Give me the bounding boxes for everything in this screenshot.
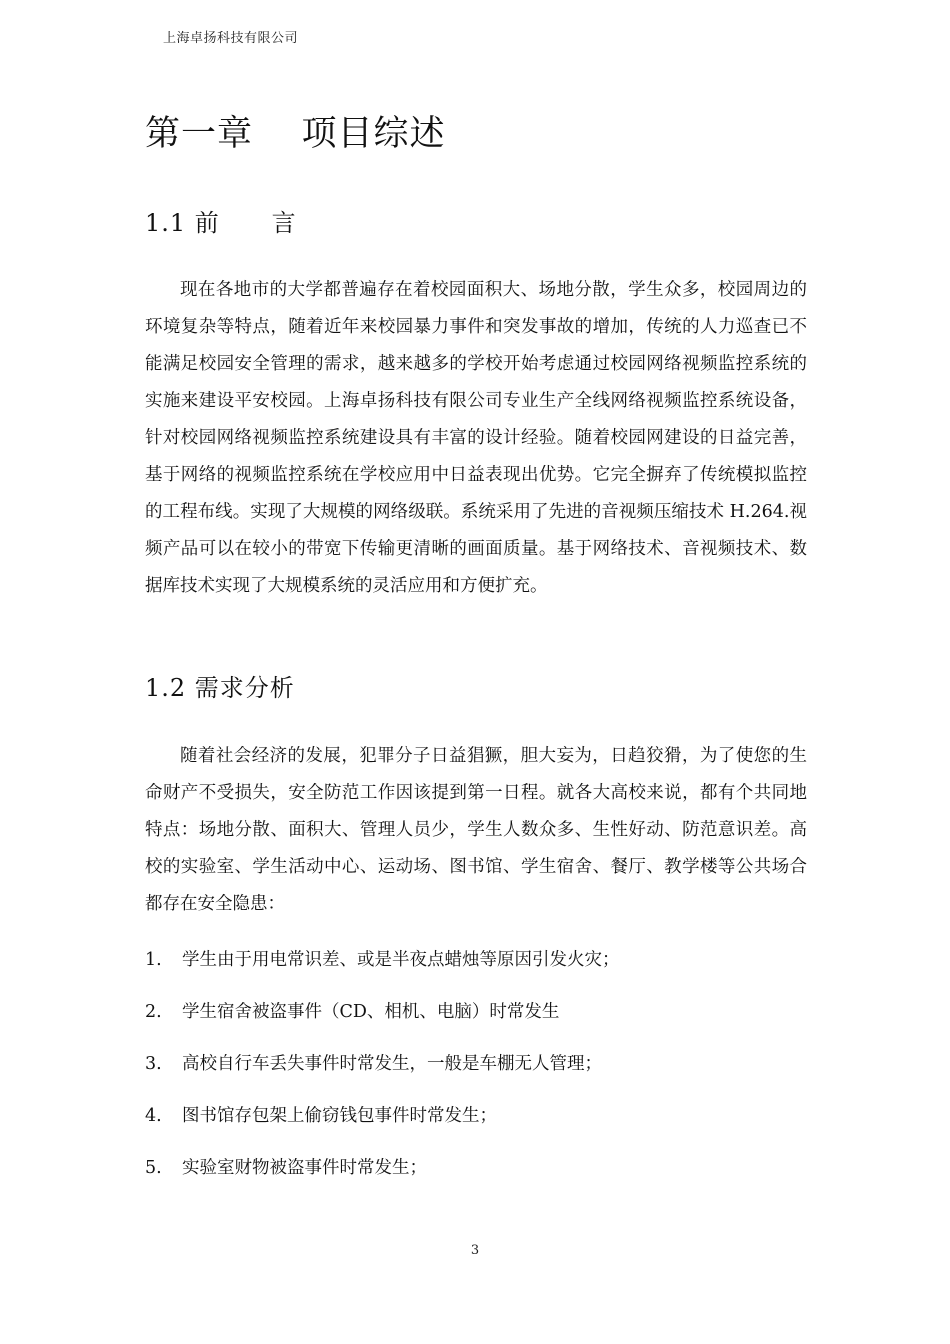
list-item-text: 高校自行车丢失事件时常发生，一般是车棚无人管理； bbox=[182, 1054, 602, 1074]
requirements-paragraph: 随着社会经济的发展，犯罪分子日益猖獗，胆大妄为，日趋狡猾，为了使您的生命财产不受损失，安全防范工作因该提到第一日程。就各大高校来说，都有个共同地特点：场地分散、面积大、管理人员少，学生人数众多、生性好动、防范意识差。高校的实验室、学生活动中心、运动场、图书馆、学生宿舍、餐厅、教学楼等公共场合都存在安全隐患： bbox=[145, 746, 807, 914]
page-number: 3 bbox=[470, 1243, 480, 1258]
section-heading-preface: 1.1 前 言 bbox=[145, 209, 297, 237]
list-item bbox=[145, 942, 807, 994]
list-item-number: 3. bbox=[145, 1054, 162, 1074]
hazard-list bbox=[145, 942, 807, 1202]
list-item-number: 1. bbox=[145, 950, 162, 970]
list-item bbox=[145, 1150, 807, 1202]
list-item bbox=[145, 1098, 807, 1150]
list-item bbox=[145, 994, 807, 1046]
list-item-text: 图书馆存包架上偷窃钱包事件时常发生； bbox=[182, 1106, 497, 1126]
list-item bbox=[145, 1046, 807, 1098]
page-header-company: 上海卓扬科技有限公司 bbox=[163, 31, 299, 46]
list-item-text: 学生宿舍被盗事件（CD、相机、电脑）时常发生 bbox=[182, 1002, 560, 1022]
list-item-number: 2. bbox=[145, 1002, 162, 1022]
list-item-number: 4. bbox=[145, 1106, 162, 1126]
chapter-title: 第一章 项目综述 bbox=[145, 114, 446, 154]
list-item-number: 5. bbox=[145, 1158, 162, 1178]
list-item-text: 实验室财物被盗事件时常发生； bbox=[182, 1158, 427, 1178]
section-heading-requirements: 1.2 需求分析 bbox=[145, 674, 295, 702]
preface-paragraph: 现在各地市的大学都普遍存在着校园面积大、场地分散，学生众多，校园周边的环境复杂等特点，随着近年来校园暴力事件和突发事故的增加，传统的人力巡查已不能满足校园安全管理的需求，越来越多的学校开始考虑通过校园网络视频监控系统的实施来建设平安校园。上海卓扬科技有限公司专业生产全线网络视频监控系统设备，针对校园网络视频监控系统建设具有丰富的设计经验。随着校园网建设的日益完善，基于网络的视频监控系统在学校应用中日益表现出优势。它完全摒弃了传统模拟监控的工程布线。实现了大规模的网络级联。系统采用了先进的音视频压缩技术 H.264.视频产品可以在较小的带宽下传输更清晰的画面质量。基于网络技术、音视频技术、数据库技术实现了大规模系统的灵活应用和方便扩充。 bbox=[145, 280, 807, 596]
list-item-text: 学生由于用电常识差、或是半夜点蜡烛等原因引发火灾； bbox=[182, 950, 620, 970]
